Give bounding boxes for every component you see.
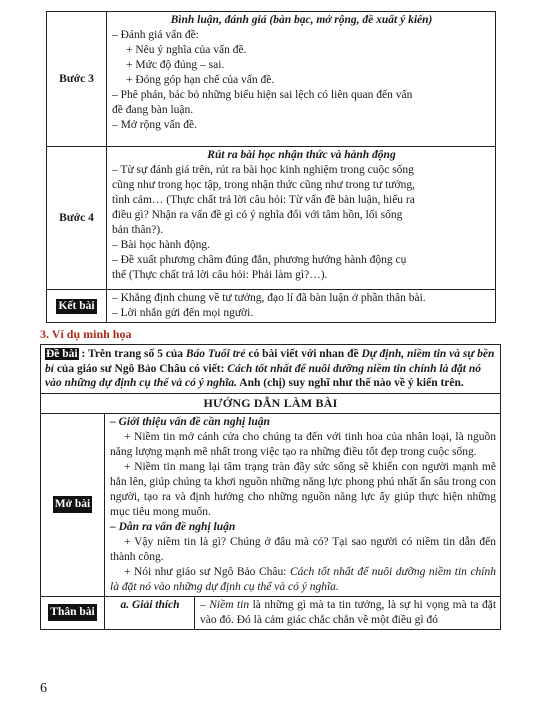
debai-text: : Trên trang số 5 của bbox=[78, 348, 186, 360]
ketbai-line: – Lời nhắn gửi đến mọi người. bbox=[112, 307, 254, 319]
section-title: 3. Ví dụ minh họa bbox=[40, 327, 132, 341]
guide-header: HƯỚNG DẪN LÀM BÀI bbox=[41, 393, 501, 413]
step4-label: Bước 4 bbox=[47, 147, 107, 290]
step4-line: điều gì? Nhận ra vấn đề gì có ý nghĩa đối với tâm hồn, lối sống bbox=[112, 209, 403, 221]
thanbai-text: là những gì mà ta tin tưởng, là sự hi vọng mà ta đặt vào đó. Đó là cảm giác chắc chắn về một điều gì đó bbox=[200, 598, 497, 626]
mobai-para-text: + Nói như giáo sư Ngô Bảo Châu: bbox=[124, 565, 290, 578]
debai-quote: Cách tốt nhất để nuôi dưỡng niềm tin chính là đặt nó vào những dự định cụ thể và có ý nghĩa. bbox=[45, 362, 481, 389]
ketbai-label: Kết bài bbox=[58, 299, 95, 312]
step3-line: đề đang bàn luận. bbox=[112, 104, 194, 116]
step3-line: + Mức độ đúng – sai. bbox=[126, 59, 225, 71]
mobai-subheading: – Giới thiệu vấn đề cần nghị luận bbox=[110, 415, 270, 428]
step4-row bbox=[47, 147, 496, 290]
debai-label: Đề bài bbox=[46, 348, 78, 360]
step4-line: cũng như trong học tập, trong nhận thức cũng như trong tư tưởng, bbox=[112, 179, 415, 191]
mobai-label: Mở bài bbox=[53, 496, 92, 513]
mobai-paragraph bbox=[110, 565, 496, 595]
debai-text: Anh (chị) suy nghĩ như thế nào về ý kiến trên. bbox=[237, 377, 464, 389]
debai-article-title: Dự định, niềm tin và sự bền bỉ bbox=[45, 348, 495, 375]
ketbai-label-cell bbox=[47, 290, 107, 323]
ketbai-line: – Khẳng định chung về tư tưởng, đạo lí đã bàn luận ở phần thân bài. bbox=[112, 292, 426, 304]
step3-content bbox=[107, 12, 496, 147]
step4-content bbox=[107, 147, 496, 290]
step3-line: – Phê phán, bác bỏ những biểu hiện sai lệch có liên quan đến vấn bbox=[112, 89, 413, 101]
outline-table bbox=[46, 11, 496, 323]
debai-text: có bài viết với nhan đề bbox=[245, 348, 362, 360]
debai-cell bbox=[41, 345, 501, 394]
step4-line: thể (Thực chất trả lời câu hỏi: Phải làm gì?…). bbox=[112, 269, 328, 281]
thanbai-label: Thân bài bbox=[48, 604, 96, 621]
mobai-paragraph: + Niềm tin mang lại tâm trạng tràn đầy sức sống sẽ khiến con người mạnh mẽ hẳn lên, giúp chúng ta khơi nguồn những năng lực phong phú nhất ẩn sâu trong con người, tạo ra và định hướng cho những nguồn năng lực ấy giúp thực hiện những mục tiêu mong muốn. bbox=[110, 460, 496, 518]
mobai-paragraph: + Niềm tin mở cánh cửa cho chúng ta đến với tinh hoa của nhân loại, là nguồn năng lượng mạnh mẽ nhất trong việc tạo ra những điều tốt đẹp trong cuộc sống. bbox=[110, 430, 496, 458]
ketbai-content bbox=[107, 290, 496, 323]
step4-line: tình cảm… (Thực chất trả lời câu hỏi: Từ vấn đề bàn luận, hiểu ra bbox=[112, 194, 415, 206]
mobai-subheading: – Dẫn ra vấn đề nghị luận bbox=[110, 520, 236, 533]
example-table bbox=[40, 344, 501, 630]
debai-row bbox=[41, 345, 501, 394]
step3-line: – Đánh giá vấn đề: bbox=[112, 29, 199, 41]
debai-paper: Báo Tuổi trẻ bbox=[185, 348, 246, 360]
mobai-row bbox=[41, 413, 501, 596]
mobai-content bbox=[105, 413, 501, 596]
ketbai-row bbox=[47, 290, 496, 323]
thanbai-label-cell bbox=[41, 596, 105, 629]
step3-heading: Bình luận, đánh giá (bàn bạc, mở rộng, đề xuất ý kiến) bbox=[170, 14, 433, 26]
step3-row bbox=[47, 12, 496, 147]
mobai-para-quote: Cách tốt nhất để nuôi dưỡng niềm tin chính là đặt nó vào những dự định cụ thể và có ý nghĩa. bbox=[110, 565, 496, 593]
debai-text: của giáo sư Ngô Bảo Châu có viết: bbox=[53, 362, 228, 375]
mobai-label-cell bbox=[41, 413, 105, 596]
step3-line: + Nêu ý nghĩa của vấn đề. bbox=[126, 44, 247, 56]
thanbai-paragraph bbox=[200, 598, 496, 628]
step4-heading: Rút ra bài học nhận thức và hành động bbox=[207, 149, 396, 161]
thanbai-row bbox=[41, 596, 501, 629]
mobai-paragraph: + Vậy niềm tin là gì? Chúng ở đâu mà có? Tại sao người có niềm tin dẫn đến thành công. bbox=[110, 535, 496, 563]
thanbai-sub-label-cell bbox=[105, 596, 195, 629]
step4-line: – Đề xuất phương châm đúng đắn, phương hướng hành động cụ bbox=[112, 254, 407, 266]
step3-label: Bước 3 bbox=[47, 12, 107, 147]
thanbai-sub-label: a. Giải thích bbox=[120, 598, 180, 611]
guide-header-row bbox=[41, 393, 501, 413]
thanbai-term: Niềm tin bbox=[209, 598, 250, 611]
step3-line: – Mở rộng vấn đề. bbox=[112, 119, 197, 131]
thanbai-dash: – bbox=[200, 598, 210, 611]
page-number: 6 bbox=[40, 681, 47, 696]
step4-line: bản thân?). bbox=[112, 224, 164, 236]
thanbai-content bbox=[195, 596, 501, 629]
step4-line: – Từ sự đánh giá trên, rút ra bài học kinh nghiệm trong cuộc sống bbox=[112, 164, 414, 176]
step3-line: + Đóng góp hạn chế của vấn đề. bbox=[126, 74, 275, 86]
step4-line: – Bài học hành động. bbox=[112, 239, 211, 251]
